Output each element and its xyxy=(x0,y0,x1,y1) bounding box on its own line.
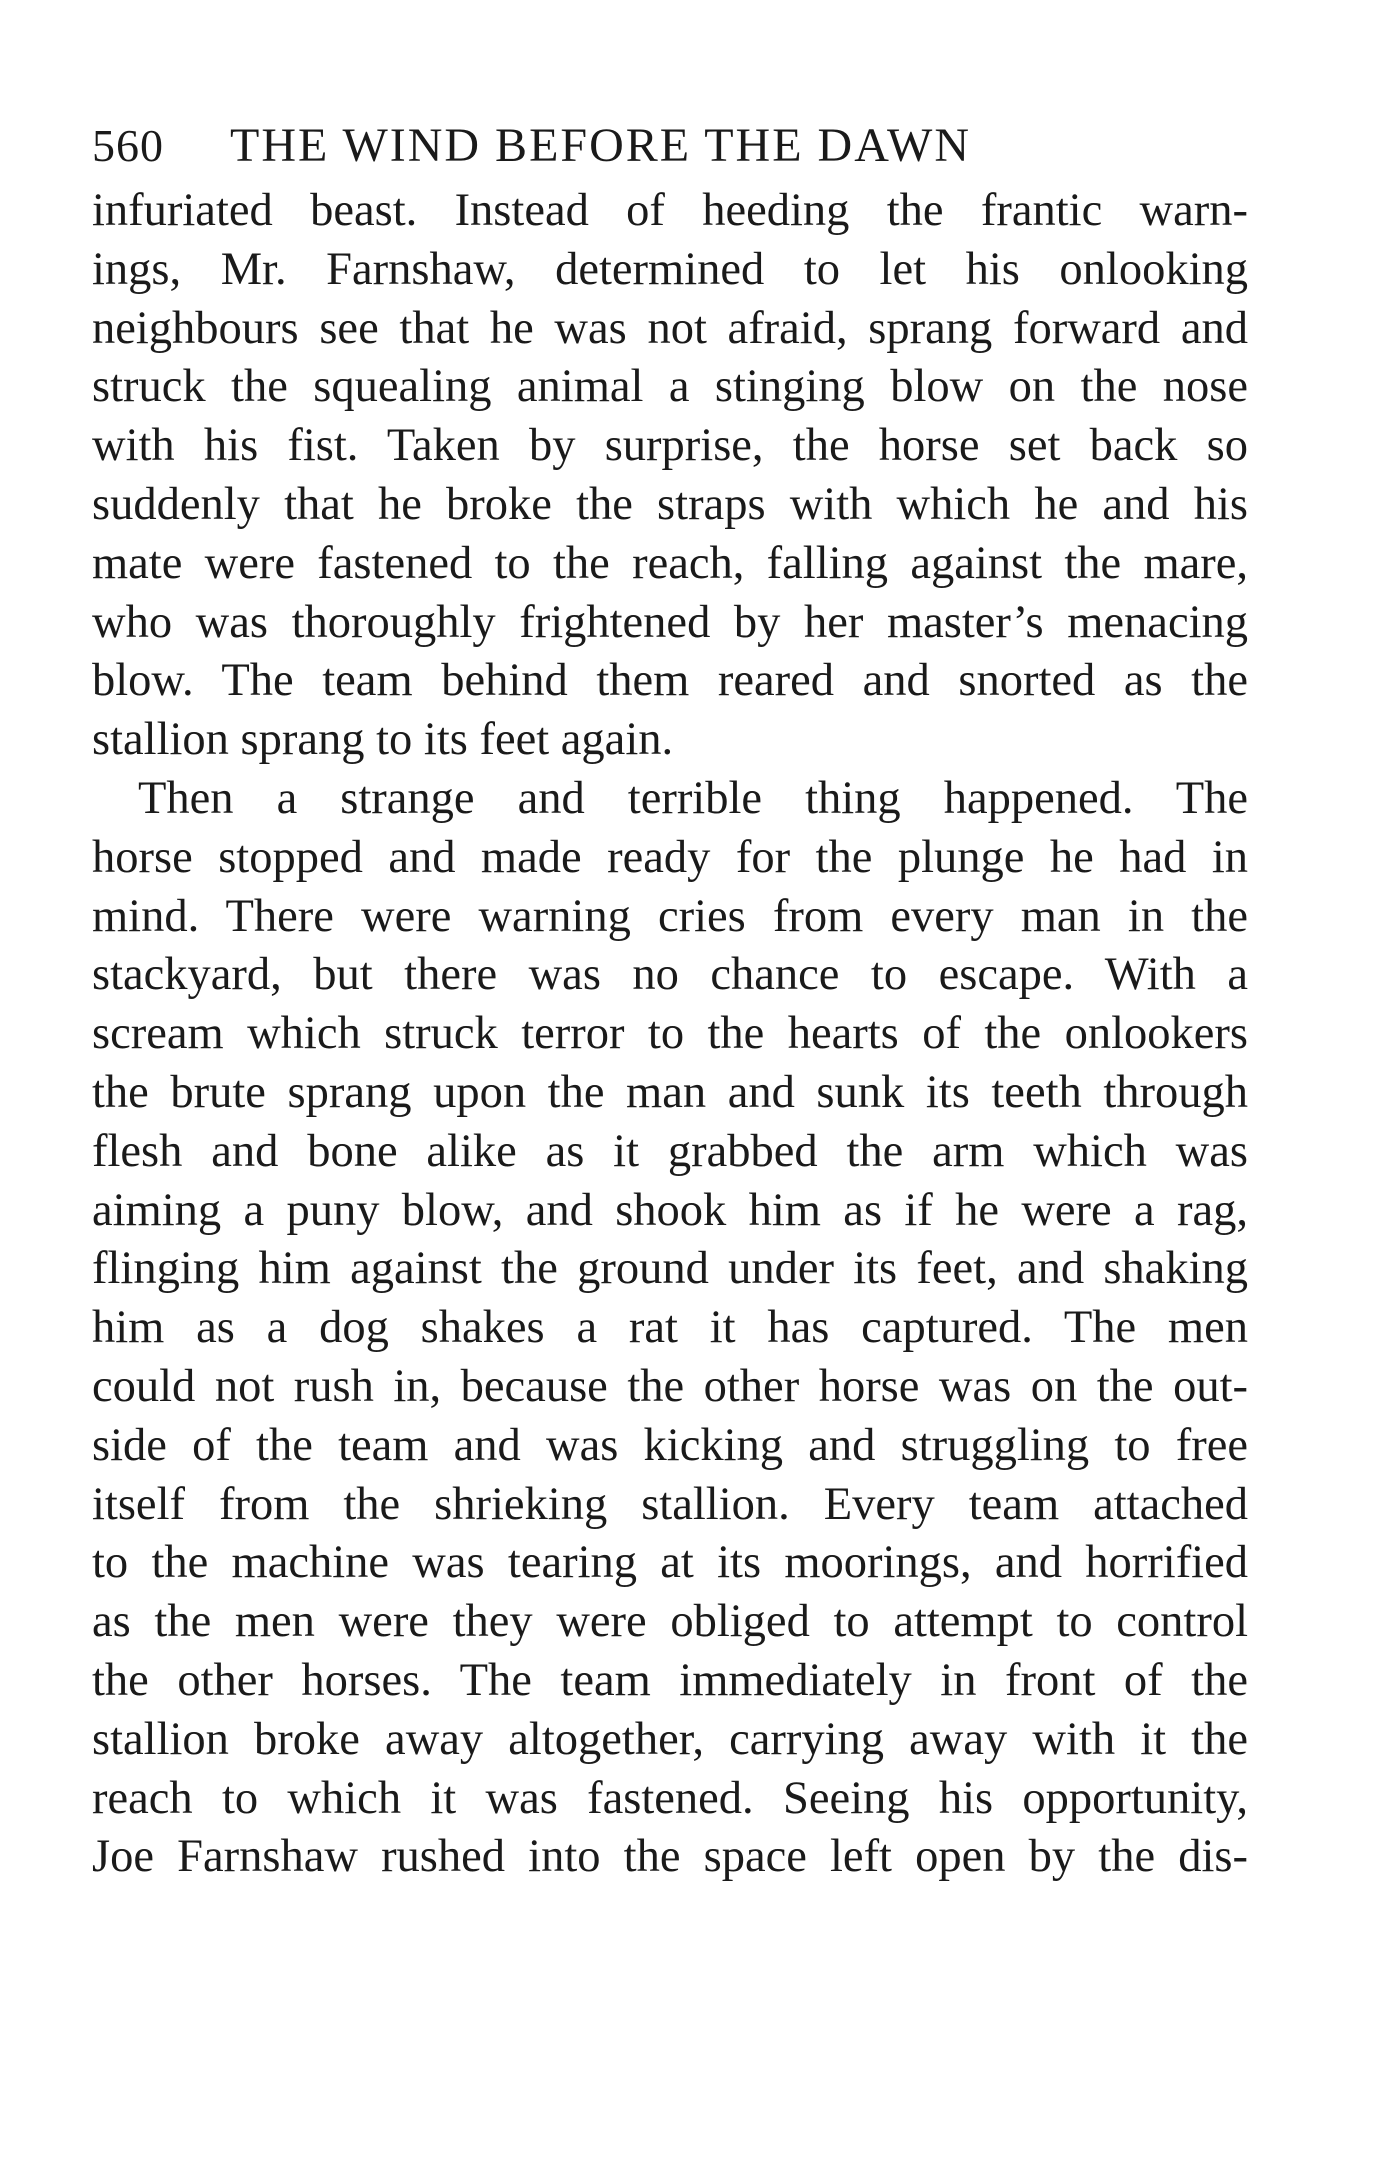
text-line: suddenly that he broke the straps with which he and his xyxy=(92,478,1248,530)
text-line: the other horses. The team immediately in front of the xyxy=(92,1654,1248,1706)
text-line: flinging him against the ground under its feet, and shaking xyxy=(92,1243,1248,1295)
text-line: stallion broke away altogether, carrying away with it the xyxy=(92,1713,1248,1765)
text-line: neighbours see that he was not afraid, sprang forward and xyxy=(92,302,1248,354)
text-line: Then a strange and terrible thing happened. The xyxy=(138,772,1248,824)
text-line: ings, Mr. Farnshaw, determined to let his onlooking xyxy=(92,243,1248,295)
book-page xyxy=(92,118,1248,1887)
running-head xyxy=(92,118,1248,174)
text-line: the brute sprang upon the man and sunk its teeth through xyxy=(92,1066,1248,1118)
text-line: side of the team and was kicking and struggling to free xyxy=(92,1419,1248,1471)
text-line: horse stopped and made ready for the plunge he had in xyxy=(92,831,1248,883)
text-line: stackyard, but there was no chance to escape. With a xyxy=(92,949,1248,1001)
text-line: Joe Farnshaw rushed into the space left open by the dis- xyxy=(92,1831,1248,1883)
text-line: could not rush in, because the other horse was on the out- xyxy=(92,1360,1248,1412)
text-line: as the men were they were obliged to attempt to control xyxy=(92,1596,1248,1648)
text-line: reach to which it was fastened. Seeing his opportunity, xyxy=(92,1772,1248,1824)
text-line: who was thoroughly frightened by her master’s menacing xyxy=(92,596,1248,648)
text-line: itself from the shrieking stallion. Every team attached xyxy=(92,1478,1248,1530)
running-title: THE WIND BEFORE THE DAWN xyxy=(230,119,971,172)
text-line: mind. There were warning cries from every man in the xyxy=(92,890,1248,942)
text-line: mate were fastened to the reach, falling against the mare, xyxy=(92,537,1248,589)
body-text xyxy=(92,182,1248,1887)
text-line: to the machine was tearing at its moorings, and horrified xyxy=(92,1537,1248,1589)
page-number: 560 xyxy=(92,120,164,171)
text-line: stallion sprang to its feet again. xyxy=(92,714,674,766)
text-line: infuriated beast. Instead of heeding the frantic warn- xyxy=(92,185,1248,236)
text-line: scream which struck terror to the hearts of the onlookers xyxy=(92,1008,1248,1060)
text-line: blow. The team behind them reared and snorted as the xyxy=(92,655,1248,707)
text-line: aiming a puny blow, and shook him as if he were a rag, xyxy=(92,1184,1248,1236)
paragraph-1 xyxy=(92,182,1248,770)
text-line: with his fist. Taken by surprise, the horse set back so xyxy=(92,420,1248,472)
text-line: flesh and bone alike as it grabbed the arm which was xyxy=(92,1125,1248,1177)
text-line: struck the squealing animal a stinging blow on the nose xyxy=(92,361,1248,413)
text-line: him as a dog shakes a rat it has captured. The men xyxy=(92,1302,1248,1354)
paragraph-2 xyxy=(92,770,1248,1887)
